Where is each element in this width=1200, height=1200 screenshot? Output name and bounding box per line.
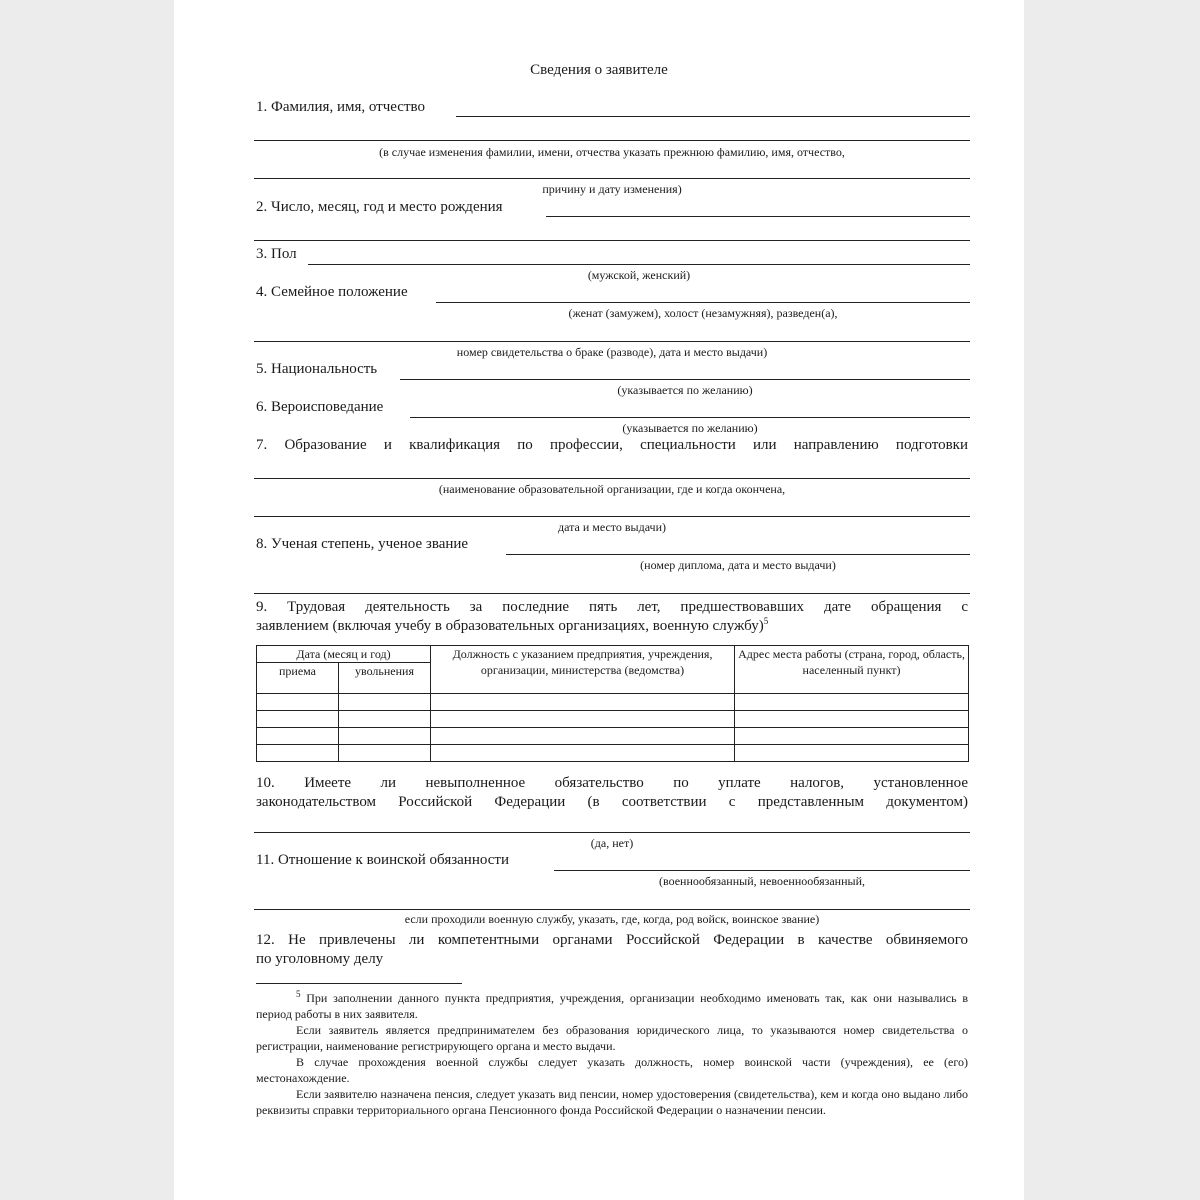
marital-cert-line[interactable] xyxy=(254,341,970,342)
field-label-sex: 3. Пол xyxy=(256,246,297,262)
table-cell[interactable] xyxy=(339,728,431,745)
table-cell[interactable] xyxy=(339,745,431,762)
nationality-input-line[interactable] xyxy=(400,379,970,380)
birth-input-line-2[interactable] xyxy=(254,240,970,241)
footnote-ref: 5 xyxy=(763,616,769,626)
military-service-line[interactable] xyxy=(254,909,970,910)
degree-input-line[interactable] xyxy=(506,554,970,555)
marital-input-line[interactable] xyxy=(436,302,970,303)
document-page xyxy=(174,0,1024,1200)
field-label-criminal-2: по уголовному делу xyxy=(256,951,384,967)
religion-input-line[interactable] xyxy=(410,417,970,418)
military-service-hint: если проходили военную службу, указать, где, когда, род войск, воинское звание) xyxy=(404,912,820,926)
table-row xyxy=(257,694,969,711)
fullname-change-hint: причину и дату изменения) xyxy=(542,182,682,196)
header-date: Дата (месяц и год) xyxy=(257,646,431,663)
military-hint: (военнообязанный, невоеннообязанный, xyxy=(659,874,865,888)
table-row xyxy=(257,711,969,728)
footnote-separator xyxy=(256,983,462,984)
field-label-work-2: заявлением (включая учебу в образовательных организациях, военную службу)$^5$ xyxy=(256,616,769,634)
table-cell[interactable] xyxy=(735,728,969,745)
table-cell[interactable] xyxy=(431,728,735,745)
table-cell[interactable] xyxy=(257,745,339,762)
marital-hint: (женат (замужем), холост (незамужняя), разведен(а), xyxy=(568,306,838,320)
degree-hint: (номер диплома, дата и место выдачи) xyxy=(640,558,836,572)
page-title: Сведения о заявителе xyxy=(530,62,668,78)
degree-input-line-2[interactable] xyxy=(254,593,970,594)
field-label-education: 7. Образование и квалификация по профессии, специальности или направлению подготовки xyxy=(256,437,968,453)
fullname-input-line[interactable] xyxy=(456,116,970,117)
table-cell[interactable] xyxy=(735,711,969,728)
field-label-fullname: 1. Фамилия, имя, отчество xyxy=(256,99,425,115)
footnote-paragraph-1: $^5$ При заполнении данного пункта предприятия, учреждения, организации необходимо именовать так, как они назывались в период работы в них заявителя. xyxy=(256,989,968,1021)
table-cell[interactable] xyxy=(735,745,969,762)
table-cell[interactable] xyxy=(257,728,339,745)
footnote-mark: 5 xyxy=(296,989,301,999)
field-label-taxes-2: законодательством Российской Федерации (в соответствии с представленным документом) xyxy=(256,794,968,810)
table-cell[interactable] xyxy=(339,694,431,711)
table-cell[interactable] xyxy=(431,745,735,762)
field-label-taxes-1: 10. Имеете ли невыполненное обязательство по уплате налогов, установленное xyxy=(256,775,968,791)
fullname-hint: (в случае изменения фамилии, имени, отчества указать прежнюю фамилию, имя, отчество, xyxy=(379,145,845,159)
field-label-work-1: 9. Трудовая деятельность за последние пять лет, предшествовавших дате обращения с xyxy=(256,599,968,615)
field-label-nationality: 5. Национальность xyxy=(256,361,378,377)
sex-input-line[interactable] xyxy=(308,264,970,265)
table-cell[interactable] xyxy=(431,694,735,711)
footnote-paragraph-4: Если заявителю назначена пенсия, следует указать вид пенсии, номер удостоверения (свидетельства), кем и когда оно выдано либо реквизиты справки территориального органа Пенсионного фонда Российской Федерации о назначении пенсии. xyxy=(256,1087,968,1117)
table-cell[interactable] xyxy=(339,711,431,728)
marital-cert-hint: номер свидетельства о браке (разводе), дата и место выдачи) xyxy=(456,345,768,359)
birth-input-line[interactable] xyxy=(546,216,970,217)
sex-hint: (мужской, женский) xyxy=(587,268,691,282)
religion-hint: (указывается по желанию) xyxy=(622,421,758,435)
fullname-input-line-2[interactable] xyxy=(254,140,970,141)
footnote-paragraph-2: Если заявитель является предпринимателем без образования юридического лица, то указываются номер свидетельства о регистрации, наименование регистрирующего органа и место выдачи. xyxy=(256,1023,968,1053)
table-cell[interactable] xyxy=(735,694,969,711)
field-label-military: 11. Отношение к воинской обязанности xyxy=(256,852,509,868)
work-history-table xyxy=(256,645,969,762)
table-cell[interactable] xyxy=(431,711,735,728)
field-label-degree: 8. Ученая степень, ученое звание xyxy=(256,536,469,552)
education-date-hint: дата и место выдачи) xyxy=(557,520,667,534)
footnote xyxy=(256,990,968,1118)
taxes-hint: (да, нет) xyxy=(590,836,634,850)
nationality-hint: (указывается по желанию) xyxy=(617,383,753,397)
education-date-line[interactable] xyxy=(254,516,970,517)
field-label-criminal-1: 12. Не привлечены ли компетентными органами Российской Федерации в качестве обвиняемого xyxy=(256,932,968,948)
field-label-birth: 2. Число, месяц, год и место рождения xyxy=(256,199,503,215)
footnote-paragraph-3: В случае прохождения военной службы следует указать должность, номер воинской части (учреждения), ее (его) местонахождение. xyxy=(256,1055,968,1085)
table-cell[interactable] xyxy=(257,694,339,711)
education-input-line[interactable] xyxy=(254,478,970,479)
taxes-input-line[interactable] xyxy=(254,832,970,833)
table-row xyxy=(257,728,969,745)
header-position: Должность с указанием предприятия, учреждения, организации, министерства (ведомства) xyxy=(431,646,735,694)
military-input-line[interactable] xyxy=(554,870,970,871)
table-row xyxy=(257,745,969,762)
education-hint: (наименование образовательной организации, где и когда окончена, xyxy=(438,482,786,496)
field-label-religion: 6. Вероисповедание xyxy=(256,399,384,415)
fullname-change-line[interactable] xyxy=(254,178,970,179)
header-address: Адрес места работы (страна, город, область, населенный пункт) xyxy=(735,646,969,694)
header-hire: приема xyxy=(257,663,339,694)
table-cell[interactable] xyxy=(257,711,339,728)
header-fire: увольнения xyxy=(339,663,431,694)
field-label-marital: 4. Семейное положение xyxy=(256,284,408,300)
